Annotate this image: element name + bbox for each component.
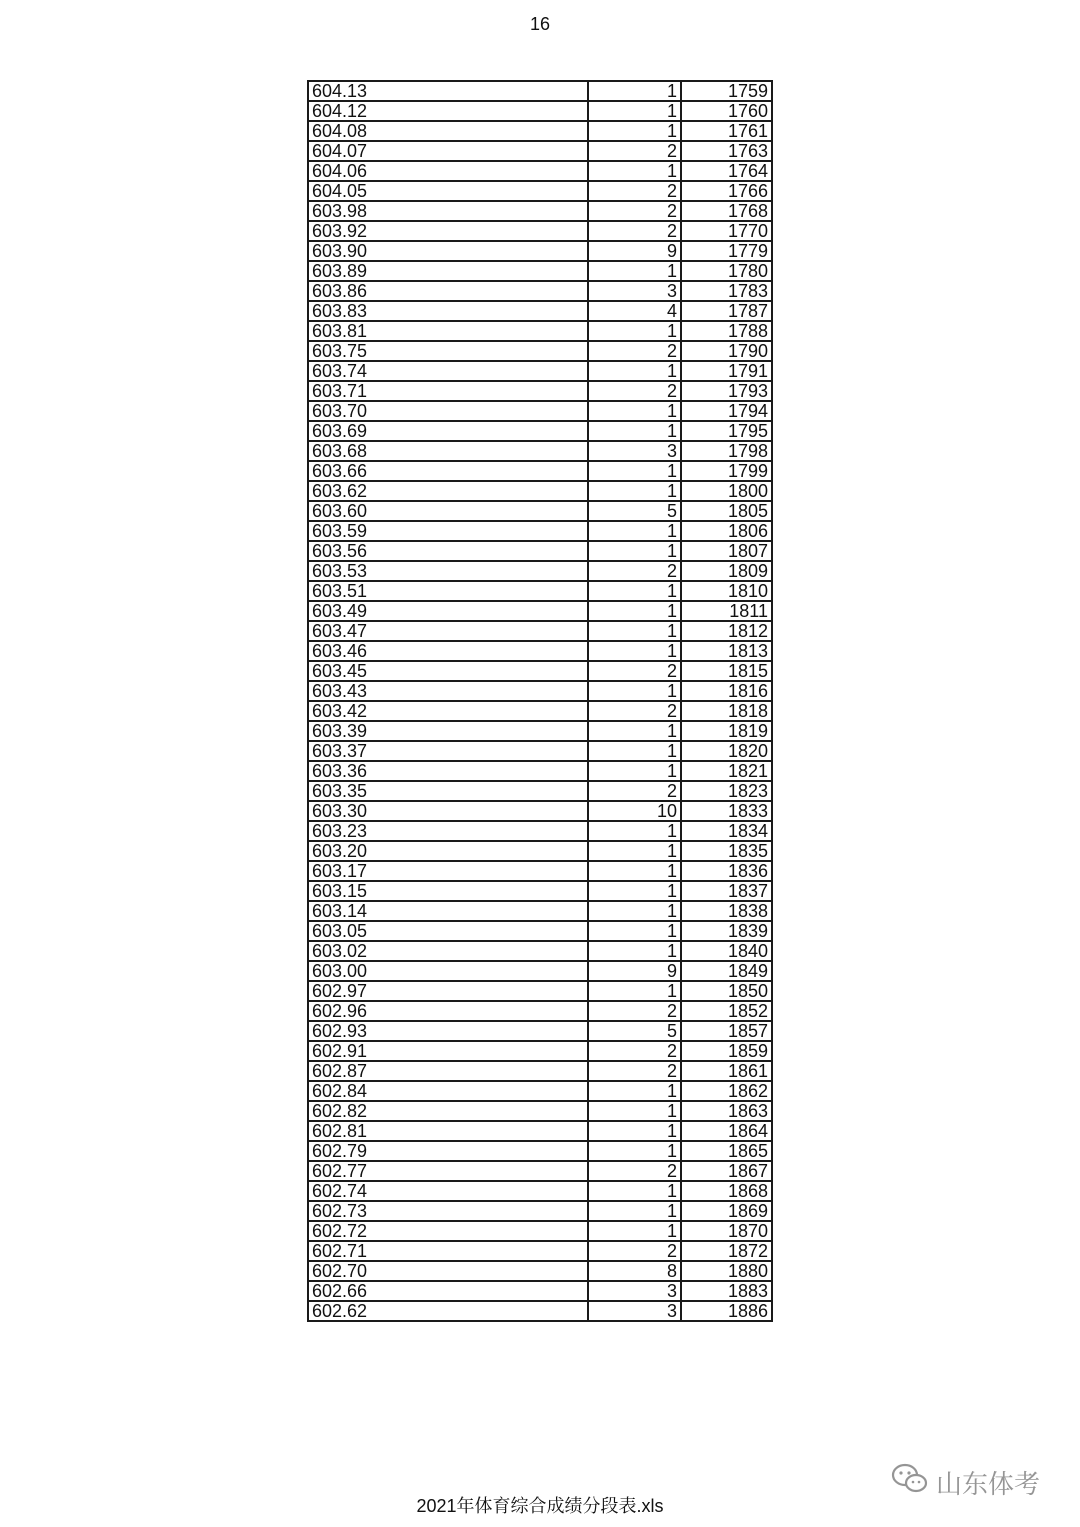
cumulative-cell: 1864 [681,1121,772,1141]
count-cell: 2 [588,701,681,721]
score-cell: 602.70 [308,1261,588,1281]
count-cell: 8 [588,1261,681,1281]
cumulative-cell: 1793 [681,381,772,401]
table-row [308,1281,772,1301]
table-row [308,261,772,281]
table-row [308,901,772,921]
cumulative-cell: 1816 [681,681,772,701]
score-cell: 603.42 [308,701,588,721]
score-cell: 603.83 [308,301,588,321]
table-row [308,681,772,701]
watermark-text: 山东体考 [936,1469,1041,1499]
cumulative-cell: 1788 [681,321,772,341]
score-cell: 603.35 [308,781,588,801]
count-cell: 2 [588,1061,681,1081]
count-cell: 1 [588,681,681,701]
score-cell: 603.17 [308,861,588,881]
count-cell: 1 [588,121,681,141]
cumulative-cell: 1791 [681,361,772,381]
table-row [308,741,772,761]
table-row [308,521,772,541]
table-row [308,461,772,481]
count-cell: 3 [588,1301,681,1321]
table-row [308,81,772,101]
count-cell: 2 [588,1241,681,1261]
cumulative-cell: 1790 [681,341,772,361]
table-row [308,921,772,941]
score-cell: 603.74 [308,361,588,381]
score-cell: 603.20 [308,841,588,861]
cumulative-cell: 1807 [681,541,772,561]
count-cell: 2 [588,221,681,241]
table-row [308,281,772,301]
table-row [308,121,772,141]
cumulative-cell: 1800 [681,481,772,501]
count-cell: 10 [588,801,681,821]
score-cell: 602.79 [308,1141,588,1161]
table-row [308,661,772,681]
count-cell: 3 [588,281,681,301]
cumulative-cell: 1849 [681,961,772,981]
cumulative-cell: 1861 [681,1061,772,1081]
score-cell: 603.69 [308,421,588,441]
table-row [308,981,772,1001]
score-cell: 602.62 [308,1301,588,1321]
score-cell: 603.81 [308,321,588,341]
score-cell: 602.66 [308,1281,588,1301]
count-cell: 2 [588,181,681,201]
cumulative-cell: 1870 [681,1221,772,1241]
cumulative-cell: 1821 [681,761,772,781]
count-cell: 1 [588,1101,681,1121]
table-row [308,1181,772,1201]
table-row [308,561,772,581]
count-cell: 2 [588,1161,681,1181]
score-cell: 603.14 [308,901,588,921]
table-row [308,201,772,221]
cumulative-cell: 1823 [681,781,772,801]
count-cell: 1 [588,901,681,921]
count-cell: 5 [588,501,681,521]
table-row [308,781,772,801]
table-row [308,401,772,421]
table-row [308,141,772,161]
count-cell: 2 [588,381,681,401]
count-cell: 2 [588,1041,681,1061]
score-cell: 603.30 [308,801,588,821]
score-cell: 603.49 [308,601,588,621]
score-distribution-table [307,80,773,1322]
count-cell: 1 [588,81,681,101]
cumulative-cell: 1863 [681,1101,772,1121]
count-cell: 2 [588,1001,681,1021]
count-cell: 1 [588,1201,681,1221]
cumulative-cell: 1770 [681,221,772,241]
cumulative-cell: 1886 [681,1301,772,1321]
score-cell: 603.68 [308,441,588,461]
score-cell: 603.05 [308,921,588,941]
table-row [308,161,772,181]
table-row [308,301,772,321]
cumulative-cell: 1834 [681,821,772,841]
count-cell: 4 [588,301,681,321]
cumulative-cell: 1818 [681,701,772,721]
score-cell: 602.84 [308,1081,588,1101]
score-cell: 602.91 [308,1041,588,1061]
score-cell: 603.51 [308,581,588,601]
cumulative-cell: 1766 [681,181,772,201]
score-cell: 602.71 [308,1241,588,1261]
table-row [308,1021,772,1041]
count-cell: 1 [588,581,681,601]
score-cell: 603.00 [308,961,588,981]
cumulative-cell: 1805 [681,501,772,521]
score-cell: 603.36 [308,761,588,781]
table-row [308,1221,772,1241]
score-cell: 604.05 [308,181,588,201]
score-cell: 602.77 [308,1161,588,1181]
cumulative-cell: 1809 [681,561,772,581]
table-row [308,941,772,961]
count-cell: 1 [588,541,681,561]
table-row [308,501,772,521]
score-cell: 602.73 [308,1201,588,1221]
table-row [308,361,772,381]
cumulative-cell: 1763 [681,141,772,161]
count-cell: 1 [588,641,681,661]
cumulative-cell: 1812 [681,621,772,641]
wechat-icon [890,1461,930,1504]
score-cell: 603.46 [308,641,588,661]
count-cell: 3 [588,1281,681,1301]
table-row [308,1301,772,1321]
cumulative-cell: 1868 [681,1181,772,1201]
table-row [308,841,772,861]
score-cell: 604.08 [308,121,588,141]
count-cell: 1 [588,821,681,841]
score-cell: 603.70 [308,401,588,421]
score-cell: 603.37 [308,741,588,761]
count-cell: 9 [588,961,681,981]
cumulative-cell: 1880 [681,1261,772,1281]
score-cell: 603.90 [308,241,588,261]
table-row [308,801,772,821]
cumulative-cell: 1811 [681,601,772,621]
score-cell: 603.71 [308,381,588,401]
score-cell: 603.75 [308,341,588,361]
table-row [308,601,772,621]
score-cell: 602.93 [308,1021,588,1041]
cumulative-cell: 1836 [681,861,772,881]
count-cell: 2 [588,201,681,221]
count-cell: 1 [588,521,681,541]
count-cell: 1 [588,981,681,1001]
count-cell: 1 [588,741,681,761]
score-cell: 602.87 [308,1061,588,1081]
cumulative-cell: 1787 [681,301,772,321]
table-row [308,241,772,261]
count-cell: 1 [588,461,681,481]
count-cell: 1 [588,101,681,121]
score-cell: 603.53 [308,561,588,581]
score-cell: 603.43 [308,681,588,701]
cumulative-cell: 1852 [681,1001,772,1021]
cumulative-cell: 1783 [681,281,772,301]
cumulative-cell: 1833 [681,801,772,821]
page-number: 16 [529,14,551,34]
cumulative-cell: 1761 [681,121,772,141]
cumulative-cell: 1795 [681,421,772,441]
score-cell: 604.12 [308,101,588,121]
cumulative-cell: 1867 [681,1161,772,1181]
score-cell: 603.23 [308,821,588,841]
table-row [308,101,772,121]
cumulative-cell: 1840 [681,941,772,961]
table-row [308,1201,772,1221]
count-cell: 1 [588,261,681,281]
score-cell: 604.13 [308,81,588,101]
table-row [308,701,772,721]
cumulative-cell: 1820 [681,741,772,761]
cumulative-cell: 1883 [681,1281,772,1301]
score-cell: 603.39 [308,721,588,741]
table-row [308,1101,772,1121]
table-row [308,1081,772,1101]
score-cell: 603.15 [308,881,588,901]
watermark [890,1461,1040,1504]
score-cell: 603.86 [308,281,588,301]
table-row [308,181,772,201]
table-row [308,721,772,741]
cumulative-cell: 1839 [681,921,772,941]
table-row [308,1261,772,1281]
cumulative-cell: 1759 [681,81,772,101]
score-cell: 602.72 [308,1221,588,1241]
cumulative-cell: 1865 [681,1141,772,1161]
table-row [308,581,772,601]
table-row [308,881,772,901]
score-cell: 602.81 [308,1121,588,1141]
score-cell: 603.92 [308,221,588,241]
cumulative-cell: 1810 [681,581,772,601]
score-cell: 603.62 [308,481,588,501]
table-row [308,1141,772,1161]
table-row [308,1121,772,1141]
count-cell: 2 [588,561,681,581]
cumulative-cell: 1799 [681,461,772,481]
score-cell: 603.89 [308,261,588,281]
count-cell: 1 [588,601,681,621]
score-cell: 604.06 [308,161,588,181]
cumulative-cell: 1806 [681,521,772,541]
table-row [308,341,772,361]
table-row [308,821,772,841]
table-row [308,1001,772,1021]
count-cell: 9 [588,241,681,261]
cumulative-cell: 1819 [681,721,772,741]
count-cell: 2 [588,661,681,681]
count-cell: 1 [588,861,681,881]
count-cell: 1 [588,921,681,941]
score-cell: 603.98 [308,201,588,221]
cumulative-cell: 1780 [681,261,772,281]
cumulative-cell: 1815 [681,661,772,681]
count-cell: 1 [588,1181,681,1201]
table-row [308,1241,772,1261]
cumulative-cell: 1872 [681,1241,772,1261]
score-cell: 603.66 [308,461,588,481]
cumulative-cell: 1837 [681,881,772,901]
count-cell: 1 [588,841,681,861]
cumulative-cell: 1798 [681,441,772,461]
score-cell: 603.02 [308,941,588,961]
cumulative-cell: 1768 [681,201,772,221]
score-cell: 603.56 [308,541,588,561]
count-cell: 2 [588,141,681,161]
score-cell: 604.07 [308,141,588,161]
count-cell: 1 [588,1121,681,1141]
table-row [308,761,772,781]
table-row [308,1061,772,1081]
count-cell: 5 [588,1021,681,1041]
cumulative-cell: 1857 [681,1021,772,1041]
count-cell: 1 [588,321,681,341]
table-row [308,441,772,461]
table-row [308,221,772,241]
footer-filename: 2021年体育综合成绩分段表.xls [416,1496,664,1516]
table-row [308,1041,772,1061]
score-cell: 603.59 [308,521,588,541]
count-cell: 3 [588,441,681,461]
score-cell: 602.74 [308,1181,588,1201]
score-cell: 602.96 [308,1001,588,1021]
count-cell: 1 [588,1221,681,1241]
table-row [308,1161,772,1181]
table-body [308,81,772,1321]
score-cell: 602.97 [308,981,588,1001]
count-cell: 1 [588,881,681,901]
cumulative-cell: 1764 [681,161,772,181]
score-cell: 603.45 [308,661,588,681]
count-cell: 1 [588,761,681,781]
table-row [308,321,772,341]
cumulative-cell: 1760 [681,101,772,121]
count-cell: 1 [588,401,681,421]
cumulative-cell: 1838 [681,901,772,921]
table-row [308,961,772,981]
count-cell: 2 [588,781,681,801]
count-cell: 1 [588,421,681,441]
cumulative-cell: 1862 [681,1081,772,1101]
cumulative-cell: 1850 [681,981,772,1001]
count-cell: 1 [588,1081,681,1101]
table-row [308,381,772,401]
cumulative-cell: 1813 [681,641,772,661]
cumulative-cell: 1779 [681,241,772,261]
table-row [308,621,772,641]
count-cell: 1 [588,721,681,741]
count-cell: 1 [588,361,681,381]
count-cell: 1 [588,941,681,961]
table-row [308,861,772,881]
cumulative-cell: 1794 [681,401,772,421]
cumulative-cell: 1859 [681,1041,772,1061]
table-row [308,541,772,561]
table-row [308,421,772,441]
count-cell: 1 [588,621,681,641]
count-cell: 1 [588,481,681,501]
score-cell: 603.60 [308,501,588,521]
table-row [308,481,772,501]
table-row [308,641,772,661]
cumulative-cell: 1835 [681,841,772,861]
score-cell: 602.82 [308,1101,588,1121]
cumulative-cell: 1869 [681,1201,772,1221]
count-cell: 1 [588,1141,681,1161]
count-cell: 1 [588,161,681,181]
count-cell: 2 [588,341,681,361]
score-cell: 603.47 [308,621,588,641]
